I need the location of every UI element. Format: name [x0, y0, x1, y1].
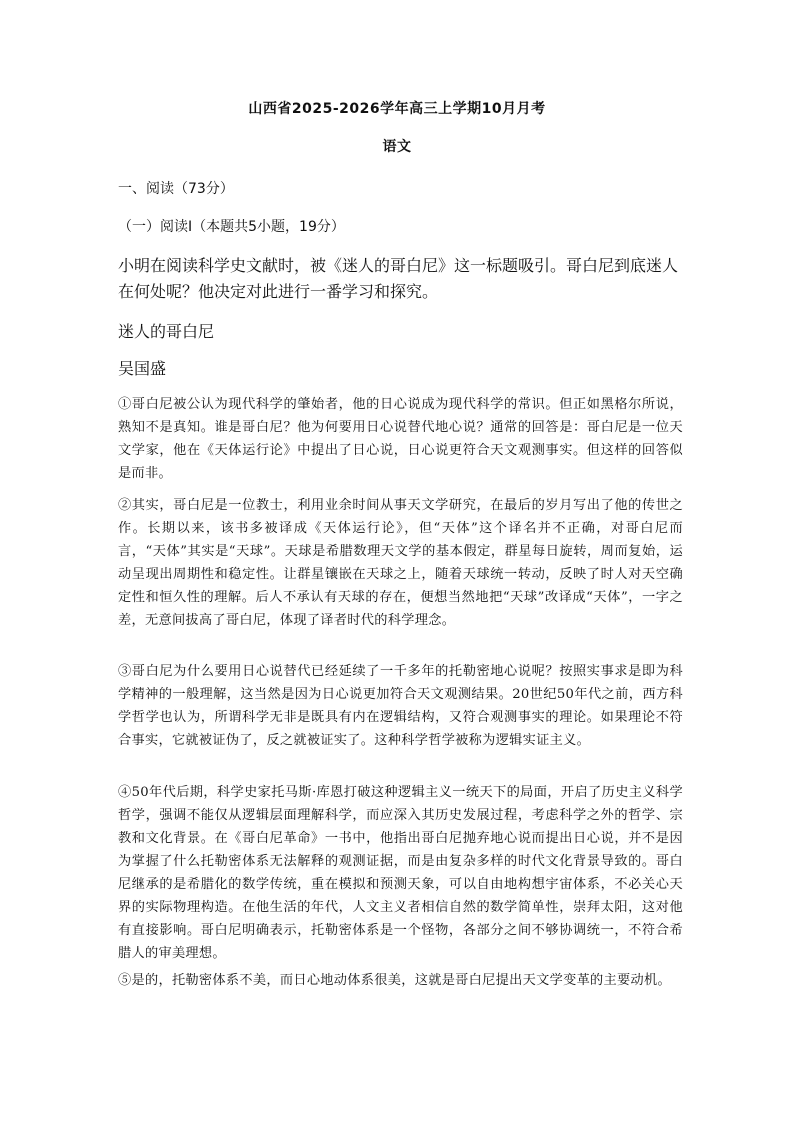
article-paragraph-5: ⑤是的，托勒密体系不美，而日心地动体系很美，这就是哥白尼提出天文学变革的主要动机。 — [118, 973, 671, 988]
subsection-heading: （一）阅读Ⅰ（本题共5小题，19分） — [118, 219, 345, 235]
article-paragraph-4: ④50年代后期，科学史家托马斯·库恩打破这种逻辑主义一统天下的局面，开启了历史主义科学哲学，强调不能仅从逻辑层面理解科学，而应深入其历史发展过程，考虑科学之外的哲学、宗教和文化背景。在《哥白尼革命》一书中，他指出哥白尼抛弃地心说而提出日心说，并不是因为掌握了什么托勒密体系无法解释的观测证据，而是由复杂多样的时代文化背景导致的。哥白尼继承的是希腊化的数学传统，重在模拟和预测天象，可以自由地构想宇宙体系，不必关心天界的实际物理构造。在他生活的年代，人文主义者相信自然的数学简单性，崇拜太阳，这对他有直接影响。哥白尼明确表示，托勒密体系是一个怪物，各部分之间不够协调统一，不符合希腊人的审美理想。 — [118, 785, 683, 961]
exam-title: 山西省2025-2026学年高三上学期10月月考 — [248, 101, 546, 117]
subject-title: 语文 — [382, 139, 412, 155]
article-paragraph-2: ②其实，哥白尼是一位教士，利用业余时间从事天文学研究，在最后的岁月写出了他的传世之作。长期以来，该书多被译成《天体运行论》，但“天体”这个译名并不正确，对哥白尼而言，“天体”其实是“天球”。天球是希腊数理天文学的基本假定，群星每日旋转，周而复始，运动呈现出周期性和稳定性。让群星镶嵌在天球之上，随着天球统一转动，反映了时人对天空确定性和恒久性的理解。后人不承认有天球的存在，便想当然地把“天球”改译成“天体”，一字之差，无意间拔高了哥白尼，体现了译者时代的科学理念。 — [118, 498, 683, 628]
article-author: 吴国盛 — [118, 359, 167, 378]
article-paragraph-3: ③哥白尼为什么要用日心说替代已经延续了一千多年的托勒密地心说呢？按照实事求是即为科学精神的一般理解，这当然是因为日心说更加符合天文观测结果。20世纪50年代之前，西方科学哲学也认为，所谓科学无非是既具有内在逻辑结构，又符合观测事实的理论。如果理论不符合事实，它就被证伪了，反之就被证实了。这种科学哲学被称为逻辑实证主义。 — [118, 664, 683, 748]
article-title: 迷人的哥白尼 — [118, 322, 215, 341]
intro-paragraph: 小明在阅读科学史文献时，被《迷人的哥白尼》这一标题吸引。哥白尼到底迷人在何处呢？他决定对此进行一番学习和探究。 — [118, 256, 679, 301]
article-paragraph-1: ①哥白尼被公认为现代科学的肇始者，他的日心说成为现代科学的常识。但正如黑格尔所说，熟知不是真知。谁是哥白尼？他为何要用日心说替代地心说？通常的回答是：哥白尼是一位天文学家，他在《天体运行论》中提出了日心说，日心说更符合天文观测事实。但这样的回答似是而非。 — [118, 397, 683, 481]
section-heading: 一、阅读（73分） — [118, 181, 234, 197]
